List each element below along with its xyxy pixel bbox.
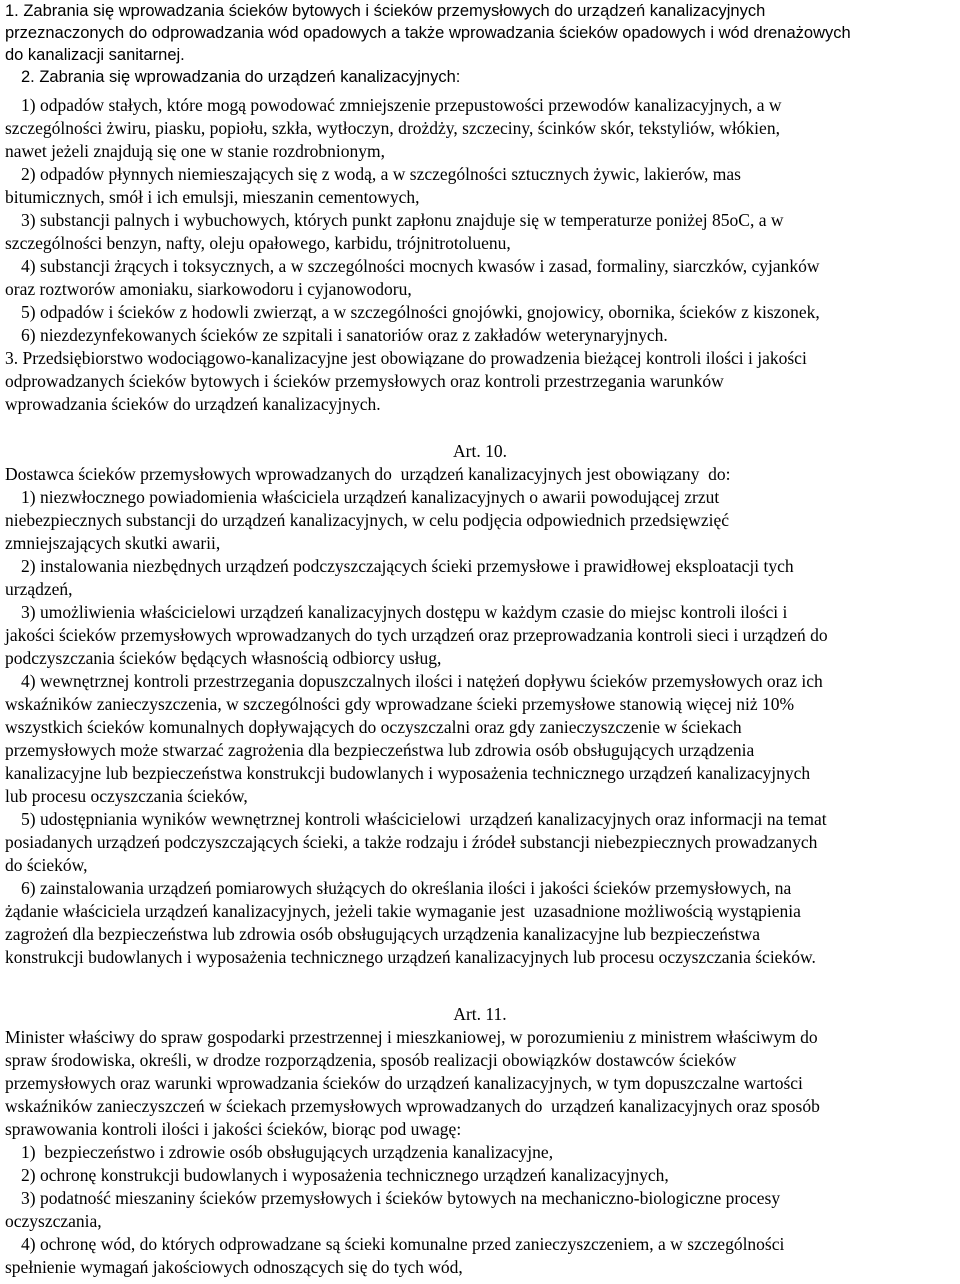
document-text-line: jakości ścieków przemysłowych wprowadzanych do tych urządzeń oraz przeprowadzania kontroli sieci i urządzeń do [5, 625, 828, 645]
document-text-line: lub procesu oczyszczania ścieków, [5, 786, 248, 806]
document-text-line: 6) niezdezynfekowanych ścieków ze szpitali i sanatoriów oraz z zakładów weterynaryjnych. [21, 325, 668, 345]
document-text-line: 1. Zabrania się wprowadzania ścieków bytowych i ścieków przemysłowych do urządzeń kanalizacyjnych [5, 2, 766, 20]
document-text-line: przemysłowych oraz warunki wprowadzania ścieków do urządzeń kanalizacyjnych, w tym dopuszczalne wartości [5, 1073, 803, 1093]
document-text-line: spełnienie wymagań jakościowych odnoszących się do tych wód, [5, 1257, 463, 1277]
document-text-line: nawet jeżeli znajdują się one w stanie rozdrobnionym, [5, 141, 386, 161]
document-text-line: 4) wewnętrznej kontroli przestrzegania dopuszczalnych ilości i natężeń dopływu ścieków przemysłowych oraz ich [21, 671, 823, 691]
document-text-line: 3) podatność mieszaniny ścieków przemysłowych i ścieków bytowych na mechaniczno-biologiczne procesy [21, 1188, 781, 1208]
document-text-line: 1) bezpieczeństwo i zdrowie osób obsługujących urządzenia kanalizacyjne, [21, 1142, 554, 1162]
document-text-line: 2) instalowania niezbędnych urządzeń podczyszczających ścieki przemysłowe i prawidłowej eksploatacji tych [21, 556, 794, 576]
document-text-line: 5) odpadów i ścieków z hodowli zwierząt, a w szczególności gnojówki, gnojowicy, obornika, ścieków z kiszonek, [21, 302, 820, 322]
document-text-line: szczególności benzyn, nafty, oleju opałowego, karbidu, trójnitrotoluenu, [5, 233, 511, 253]
document-text-line: 2) ochronę konstrukcji budowlanych i wyposażenia technicznego urządzeń kanalizacyjnych, [21, 1165, 669, 1185]
document-text-line: szczególności żwiru, piasku, popiołu, szkła, wytłoczyn, drożdży, szczeciny, ścinków skór, tekstyliów, włókien, [5, 118, 780, 138]
document-text-line: spraw środowiska, określi, w drodze rozporządzenia, sposób realizacji obowiązków dostawców ścieków [5, 1050, 737, 1070]
document-text-line: niebezpiecznych substancji do urządzeń kanalizacyjnych, w celu podjęcia odpowiednich przedsięwzięć [5, 510, 729, 530]
document-text-line: oczyszczania, [5, 1211, 102, 1231]
document-text-line: 2. Zabrania się wprowadzania do urządzeń kanalizacyjnych: [21, 68, 461, 86]
document-text-line: wprowadzania ścieków do urządzeń kanalizacyjnych. [5, 394, 381, 414]
document-text-line: 3) substancji palnych i wybuchowych, których punkt zapłonu znajduje się w temperaturze poniżej 85oC, a w [21, 210, 784, 230]
document-text-line: do kanalizacji sanitarnej. [5, 46, 185, 64]
document-text-line: zagrożeń dla bezpieczeństwa lub zdrowia osób obsługujących urządzenia kanalizacyjne lub bezpieczeństwa [5, 924, 761, 944]
document-text-line: kanalizacyjne lub bezpieczeństwa konstrukcji budowlanych i wyposażenia technicznego urządzeń kanalizacyjnych [5, 763, 811, 783]
document-text-line: 6) zainstalowania urządzeń pomiarowych służących do określania ilości i jakości ścieków przemysłowych, na [21, 878, 792, 898]
document-text-line: żądanie właściciela urządzeń kanalizacyjnych, jeżeli takie wymaganie jest uzasadnione możliwością wystąpienia [5, 901, 801, 921]
article-heading: Art. 11. [453, 1004, 507, 1024]
document-text-line: odprowadzanych ścieków bytowych i ścieków przemysłowych oraz kontroli przestrzegania warunków [5, 371, 724, 391]
document-text-line: 3) umożliwienia właścicielowi urządzeń kanalizacyjnych dostępu w każdym czasie do miejsc kontroli ilości i [21, 602, 788, 622]
document-text-line: konstrukcji budowlanych i wyposażenia technicznego urządzeń kanalizacyjnych lub procesu oczyszczania ścieków. [5, 947, 816, 967]
document-text-line: 1) niezwłocznego powiadomienia właściciela urządzeń kanalizacyjnych o awarii powodującej zrzut [21, 487, 720, 507]
document-text-line: przemysłowych może stwarzać zagrożenia dla bezpieczeństwa lub zdrowia osób obsługujących urządzenia [5, 740, 755, 760]
document-text-line: 2) odpadów płynnych niemieszających się z wodą, a w szczególności sztucznych żywic, lakierów, mas [21, 164, 741, 184]
document-text-line: Minister właściwy do spraw gospodarki przestrzennej i mieszkaniowej, w porozumieniu z ministrem właściwym do [5, 1027, 818, 1047]
document-text-line: do ścieków, [5, 855, 88, 875]
document-text-line: wskaźników zanieczyszczeń w ściekach przemysłowych wprowadzanych do urządzeń kanalizacyjnych oraz sposób [5, 1096, 820, 1116]
document-text-line: oraz roztworów amoniaku, siarkowodoru i cyjanowodoru, [5, 279, 412, 299]
article-heading: Art. 10. [453, 441, 507, 461]
document-text-line: przeznaczonych do odprowadzania wód opadowych a także wprowadzania ścieków opadowych i wód drenażowych [5, 24, 851, 42]
document-text-line: urządzeń, [5, 579, 73, 599]
document-text-line: podczyszczania ścieków będących własnością odbiorcy usług, [5, 648, 442, 668]
document-text-line: sprawowania kontroli ilości i jakości ścieków, biorąc pod uwagę: [5, 1119, 462, 1139]
document-text-line: wszystkich ścieków komunalnych dopływających do oczyszczalni oraz gdy zanieczyszczenie w ściekach [5, 717, 742, 737]
document-text-line: 5) udostępniania wyników wewnętrznej kontroli właścicielowi urządzeń kanalizacyjnych oraz informacji na temat [21, 809, 827, 829]
document-text-line: zmniejszających skutki awarii, [5, 533, 221, 553]
document-text-line: 4) substancji żrących i toksycznych, a w szczególności mocnych kwasów i zasad, formaliny, siarczków, cyjanków [21, 256, 820, 276]
document-text-line: 1) odpadów stałych, które mogą powodować zmniejszenie przepustowości przewodów kanalizacyjnych, a w [21, 95, 782, 115]
document-text-line: bitumicznych, smół i ich emulsji, mieszanin cementowych, [5, 187, 420, 207]
document-text-line: wskaźników zanieczyszczenia, w szczególności gdy wprowadzane ścieki przemysłowe stanowią więcej niż 10% [5, 694, 795, 714]
document-text-line: 3. Przedsiębiorstwo wodociągowo-kanalizacyjne jest obowiązane do prowadzenia bieżącej kontroli ilości i jakości [5, 348, 807, 368]
document-text-line: 4) ochronę wód, do których odprowadzane są ścieki komunalne przed zanieczyszczeniem, a w szczególności [21, 1234, 785, 1254]
document-text-line: posiadanych urządzeń podczyszczających ścieki, a także rodzaju i źródeł substancji niebezpiecznych prowadzanych [5, 832, 818, 852]
document-text-line: Dostawca ścieków przemysłowych wprowadzanych do urządzeń kanalizacyjnych jest obowiązany do: [5, 464, 731, 484]
